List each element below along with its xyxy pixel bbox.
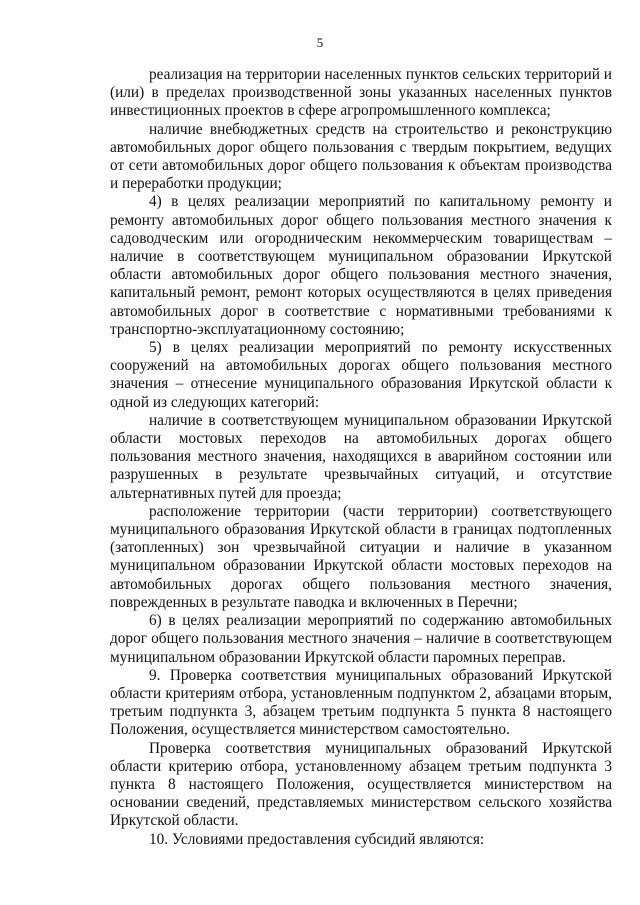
paragraph-8: 9. Проверка соответствия муниципальных образований Иркутской области критериям отбора, установленным подпунктом 2, абзацами вторым, третьим подпункта 3, абзацем третьим подпункта 5 пункта 8 настоящего Положения, осуществляется министерством самостоятельно. [110, 666, 612, 739]
paragraph-7: 6) в целях реализации мероприятий по содержанию автомобильных дорог общего пользования местного значения – наличие в соответствующем муниципальном образовании Иркутской области паромных переправ. [110, 612, 612, 666]
paragraph-4: 5) в целях реализации мероприятий по ремонту искусственных сооружений на автомобильных дорогах общего пользования местного значения – отнесение муниципального образования Иркутской области к одной из следующих категорий: [110, 339, 612, 411]
paragraph-10: 10. Условиями предоставления субсидий являются: [149, 830, 485, 848]
paragraph-2: наличие внебюджетных средств на строительство и реконструкцию автомобильных дорог общего пользования с твердым покрытием, ведущих от сети автомобильных дорог общего пользования к объектам производства и переработки продукции; [110, 120, 612, 193]
paragraph-1: реализация на территории населенных пунктов сельских территорий и (или) в пределах производственной зоны указанных населенных пунктов инвестиционных проектов в сфере агропромышленного комплекса; [110, 66, 612, 120]
document-body [110, 66, 612, 849]
page-number: 5 [316, 35, 324, 50]
paragraph-3: 4) в целях реализации мероприятий по капитальному ремонту и ремонту автомобильных дорог общего пользования местного значения к садоводческим или огородническим некоммерческим товариществам – наличие в соответствующем муниципальном образовании Иркутской области автомобильных дорог общего пользования местного значения, капитальный ремонт, ремонт которых осуществляются в целях приведения автомобильных дорог в соответствие с нормативными требованиями к транспортно-эксплуатационному состоянию; [110, 193, 612, 338]
paragraph-9: Проверка соответствия муниципальных образований Иркутской области критерию отбора, установленному абзацем третьим подпункта 3 пункта 8 настоящего Положения, осуществляется министерством на основании сведений, представляемых министерством сельского хозяйства Иркутской области. [110, 739, 612, 830]
paragraph-5: наличие в соответствующем муниципальном образовании Иркутской области мостовых переходов на автомобильных дорогах общего пользования местного значения, находящихся в аварийном состоянии или разрушенных в результате чрезвычайных ситуаций, и отсутствие альтернативных путей для проезда; [110, 411, 612, 502]
paragraph-6: расположение территории (части территории) соответствующего муниципального образования Иркутской области в границах подтопленных (затопленных) зон чрезвычайной ситуации и наличие в указанном муниципальном образовании Иркутской области мостовых переходов на автомобильных дорогах общего пользования местного значения, поврежденных в результате паводка и включенных в Перечни; [110, 502, 612, 611]
